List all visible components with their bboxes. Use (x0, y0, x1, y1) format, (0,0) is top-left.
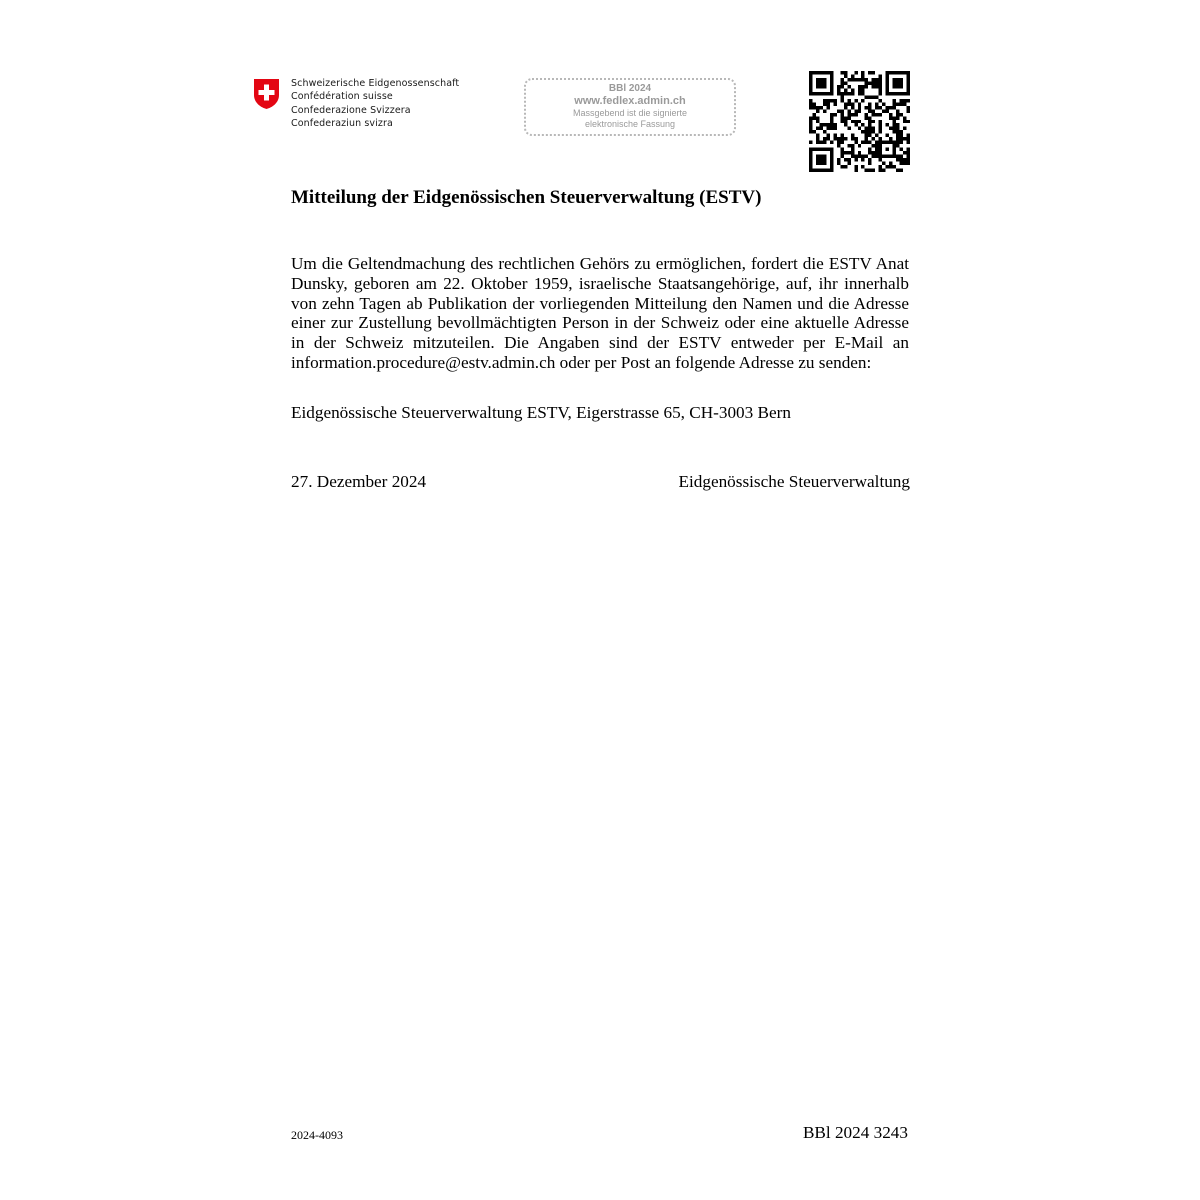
logo-line-fr: Confédération suisse (291, 91, 393, 103)
stamp-note-line2: elektronische Fassung (584, 119, 676, 129)
logo-line-de: Schweizerische Eidgenossenschaft (291, 78, 460, 89)
signatory: Eidgenössische Steuerverwaltung (678, 472, 910, 491)
swiss-shield-icon (253, 78, 280, 110)
body-paragraph: Um die Geltendmachung des rechtlichen Gehörs zu ermöglichen, fordert die ESTV Anat Dunsky, geboren am 22. Oktober 1959, israelische Staatsangehörige, auf, ihr innerhalb von zehn Tagen ab Publikation der vorliegenden Mitteilung den Namen und die Adresse einer zur Zustellung bevollmächtigten Person in der Schweiz oder eine aktuelle Adresse in der Schweiz mitzuteilen. Die Angaben sind der ESTV entweder per E-Mail an information.procedure@estv.admin.ch oder per Post an folgende Adresse zu senden: (291, 254, 909, 372)
stamp-title: BBl 2024 (608, 83, 652, 94)
document-title: Mitteilung der Eidgenössischen Steuerverwaltung (ESTV) (291, 187, 762, 208)
postal-address: Eidgenössische Steuerverwaltung ESTV, Eigerstrasse 65, CH-3003 Bern (291, 403, 791, 422)
logo-line-it: Confederazione Svizzera (291, 104, 411, 116)
qr-code-icon (809, 71, 910, 172)
federal-logo-text (291, 77, 459, 130)
stamp-note-line1: Massgebend ist die signierte (572, 108, 688, 118)
publication-reference: BBl 2024 3243 (802, 1123, 908, 1142)
stamp-url: www.fedlex.admin.ch (574, 95, 686, 107)
document-date: 27. Dezember 2024 (291, 472, 427, 491)
logo-line-rm: Confederaziun svizra (291, 117, 393, 129)
federal-logo (253, 77, 459, 130)
publication-stamp (524, 78, 736, 136)
document-number: 2024-4093 (291, 1128, 343, 1142)
